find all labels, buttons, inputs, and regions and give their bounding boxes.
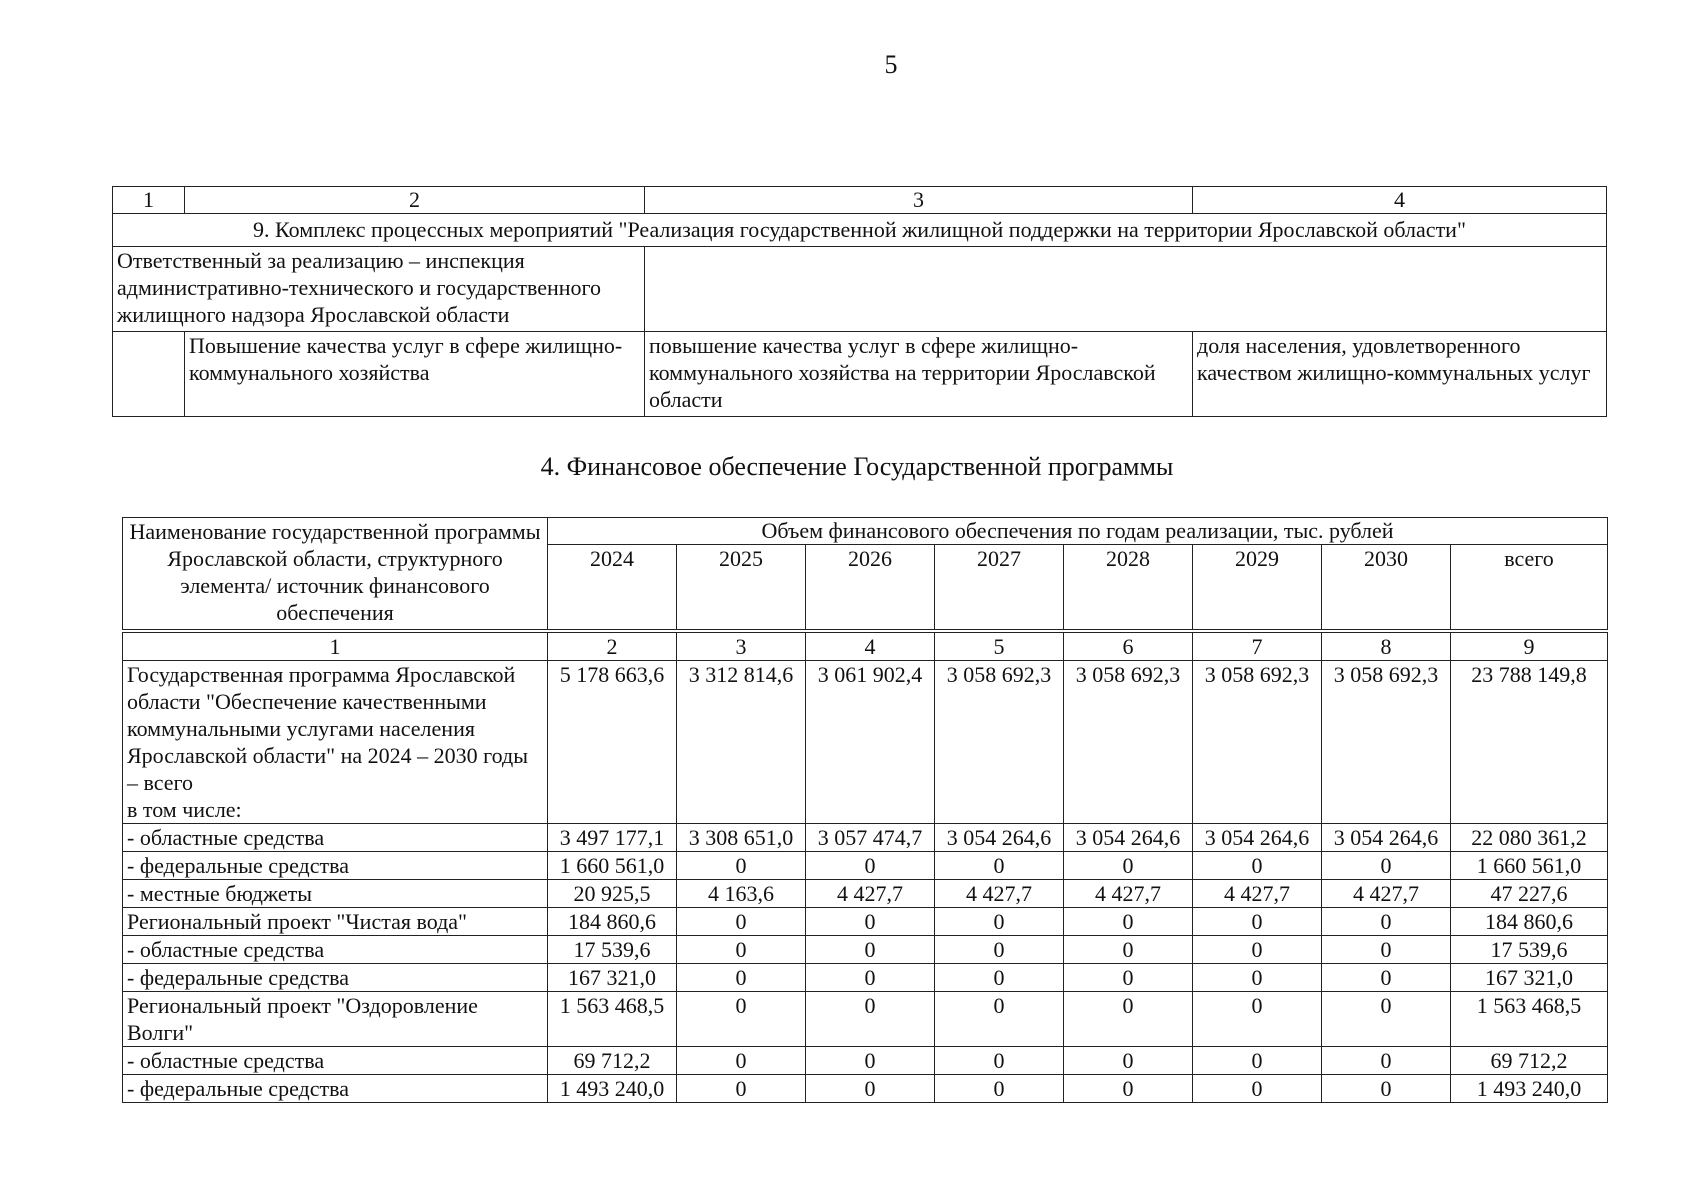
row-value: 0 (1322, 908, 1451, 936)
row-value: 0 (806, 936, 935, 964)
row-value: 3 058 692,3 (1193, 661, 1322, 824)
row-name: Региональный проект "Оздоровление Волги" (123, 992, 548, 1047)
table1-cell: Повышение качества услуг в сфере жилищно-коммунального хозяйства (185, 332, 645, 417)
financing-header-row (123, 518, 1608, 545)
row-value: 0 (935, 1047, 1064, 1075)
financing-row (123, 1047, 1608, 1075)
column-number: 3 (677, 631, 806, 661)
row-value: 4 427,7 (935, 880, 1064, 908)
table1-header-cell: 4 (1193, 187, 1607, 214)
row-value: 0 (1322, 1047, 1451, 1075)
row-value: 0 (1193, 1075, 1322, 1103)
row-value: 3 058 692,3 (1322, 661, 1451, 824)
row-value: 4 163,6 (677, 880, 806, 908)
row-value: 3 497 177,1 (548, 824, 677, 852)
table1-header-cell: 2 (185, 187, 645, 214)
row-value: 0 (677, 936, 806, 964)
row-value: 0 (935, 1075, 1064, 1103)
row-value: 0 (935, 908, 1064, 936)
row-value: 0 (1064, 936, 1193, 964)
row-value: 3 058 692,3 (1064, 661, 1193, 824)
row-value: 0 (1322, 964, 1451, 992)
row-value: 0 (677, 1047, 806, 1075)
financing-row (123, 880, 1608, 908)
column-number: 4 (806, 631, 935, 661)
row-value: 0 (1322, 992, 1451, 1047)
financing-rows (123, 661, 1608, 1103)
row-value: 0 (1322, 936, 1451, 964)
table1-header-row (113, 187, 1607, 214)
row-value: 0 (806, 1047, 935, 1075)
row-value: 0 (1064, 852, 1193, 880)
row-value: 3 054 264,6 (1064, 824, 1193, 852)
row-name: - федеральные средства (123, 1075, 548, 1103)
row-value: 0 (1193, 908, 1322, 936)
row-name: - областные средства (123, 1047, 548, 1075)
row-value: 4 427,7 (806, 880, 935, 908)
table1-cell: доля населения, удовлетворенного качеством жилищно-коммунальных услуг (1193, 332, 1607, 417)
financing-row (123, 908, 1608, 936)
row-value: 17 539,6 (1451, 936, 1608, 964)
year-header: всего (1451, 545, 1608, 632)
row-value: 0 (806, 964, 935, 992)
row-value: 69 712,2 (1451, 1047, 1608, 1075)
column-number: 2 (548, 631, 677, 661)
row-value: 22 080 361,2 (1451, 824, 1608, 852)
process-measures-table (112, 186, 1607, 417)
row-value: 184 860,6 (1451, 908, 1608, 936)
row-value: 0 (677, 964, 806, 992)
row-value: 0 (1064, 1075, 1193, 1103)
row-value: 0 (1193, 1047, 1322, 1075)
table1-title-row (113, 214, 1607, 247)
row-value: 0 (1064, 964, 1193, 992)
row-value: 1 660 561,0 (1451, 852, 1608, 880)
year-header: 2025 (677, 545, 806, 632)
row-value: 1 493 240,0 (1451, 1075, 1608, 1103)
column-number: 5 (935, 631, 1064, 661)
row-value: 0 (935, 852, 1064, 880)
year-header: 2029 (1193, 545, 1322, 632)
financing-row (123, 992, 1608, 1047)
year-header: 2027 (935, 545, 1064, 632)
column-number-row (123, 631, 1608, 661)
table1-data-row (113, 332, 1607, 417)
row-value: 0 (1193, 852, 1322, 880)
row-value: 23 788 149,8 (1451, 661, 1608, 824)
row-name: - областные средства (123, 824, 548, 852)
row-name: - федеральные средства (123, 852, 548, 880)
table1-cell: повышение качества услуг в сфере жилищно-коммунального хозяйства на территории Ярославской области (645, 332, 1193, 417)
row-value: 3 054 264,6 (1193, 824, 1322, 852)
financing-row (123, 1075, 1608, 1103)
financing-row (123, 964, 1608, 992)
volume-header: Объем финансового обеспечения по годам реализации, тыс. рублей (548, 518, 1608, 545)
row-value: 0 (806, 1075, 935, 1103)
row-name: - областные средства (123, 936, 548, 964)
row-value: 0 (677, 1075, 806, 1103)
row-value: 0 (1193, 936, 1322, 964)
row-value: 3 054 264,6 (935, 824, 1064, 852)
row-value: 3 308 651,0 (677, 824, 806, 852)
responsible-empty-cell (645, 247, 1607, 332)
row-value: 1 493 240,0 (548, 1075, 677, 1103)
row-value: 0 (1064, 1047, 1193, 1075)
row-value: 0 (806, 908, 935, 936)
column-number: 8 (1322, 631, 1451, 661)
financing-table (122, 517, 1608, 1103)
row-value: 0 (806, 992, 935, 1047)
row-value: 0 (806, 852, 935, 880)
column-number: 6 (1064, 631, 1193, 661)
year-header: 2026 (806, 545, 935, 632)
section-title: 4. Финансовое обеспечение Государственной программы (540, 452, 1174, 481)
row-name: - федеральные средства (123, 964, 548, 992)
column-number: 7 (1193, 631, 1322, 661)
row-value: 0 (1193, 964, 1322, 992)
row-value: 20 925,5 (548, 880, 677, 908)
row-value: 3 061 902,4 (806, 661, 935, 824)
row-value: 0 (1322, 1075, 1451, 1103)
row-value: 0 (1322, 852, 1451, 880)
row-value: 1 563 468,5 (548, 992, 677, 1047)
row-value: 0 (1193, 992, 1322, 1047)
row-value: 3 057 474,7 (806, 824, 935, 852)
row-value: 17 539,6 (548, 936, 677, 964)
row-value: 1 563 468,5 (1451, 992, 1608, 1047)
table1-cell (113, 332, 185, 417)
process-complex-title: 9. Комплекс процессных мероприятий "Реализация государственной жилищной поддержки на территории Ярославской области" (113, 214, 1607, 247)
year-header: 2024 (548, 545, 677, 632)
financing-row (123, 824, 1608, 852)
row-value: 167 321,0 (1451, 964, 1608, 992)
row-value: 4 427,7 (1064, 880, 1193, 908)
year-header: 2030 (1322, 545, 1451, 632)
row-value: 0 (935, 936, 1064, 964)
row-value: 1 660 561,0 (548, 852, 677, 880)
financing-row (123, 852, 1608, 880)
financing-row (123, 661, 1608, 824)
row-value: 3 312 814,6 (677, 661, 806, 824)
row-value: 4 427,7 (1193, 880, 1322, 908)
row-value: 0 (677, 992, 806, 1047)
column-number: 1 (123, 631, 548, 661)
table1-responsible-row (113, 247, 1607, 332)
row-value: 0 (1064, 908, 1193, 936)
row-value: 3 054 264,6 (1322, 824, 1451, 852)
row-value: 0 (677, 908, 806, 936)
year-header: 2028 (1064, 545, 1193, 632)
row-value: 0 (935, 964, 1064, 992)
row-value: 184 860,6 (548, 908, 677, 936)
row-value: 0 (935, 992, 1064, 1047)
row-name: - местные бюджеты (123, 880, 548, 908)
row-value: 0 (677, 852, 806, 880)
row-name: Региональный проект "Чистая вода" (123, 908, 548, 936)
row-value: 0 (1064, 992, 1193, 1047)
row-value: 47 227,6 (1451, 880, 1608, 908)
table1-header-cell: 3 (645, 187, 1193, 214)
column-number: 9 (1451, 631, 1608, 661)
row-value: 69 712,2 (548, 1047, 677, 1075)
responsible-cell: Ответственный за реализацию – инспекция административно-технического и государственного жилищного надзора Ярославской области (113, 247, 645, 332)
financing-row (123, 936, 1608, 964)
row-name: Государственная программа Ярославской области "Обеспечение качественными коммунальными услугами населения Ярославской области" на 2024 – 2030 годы – всего в том числе: (123, 661, 548, 824)
row-value: 3 058 692,3 (935, 661, 1064, 824)
page-number: 5 (884, 50, 898, 79)
row-value: 5 178 663,6 (548, 661, 677, 824)
row-value: 4 427,7 (1322, 880, 1451, 908)
name-header: Наименование государственной программы Ярославской области, структурного элемента/ источник финансового обеспечения (123, 518, 548, 632)
row-value: 167 321,0 (548, 964, 677, 992)
table1-header-cell: 1 (113, 187, 185, 214)
